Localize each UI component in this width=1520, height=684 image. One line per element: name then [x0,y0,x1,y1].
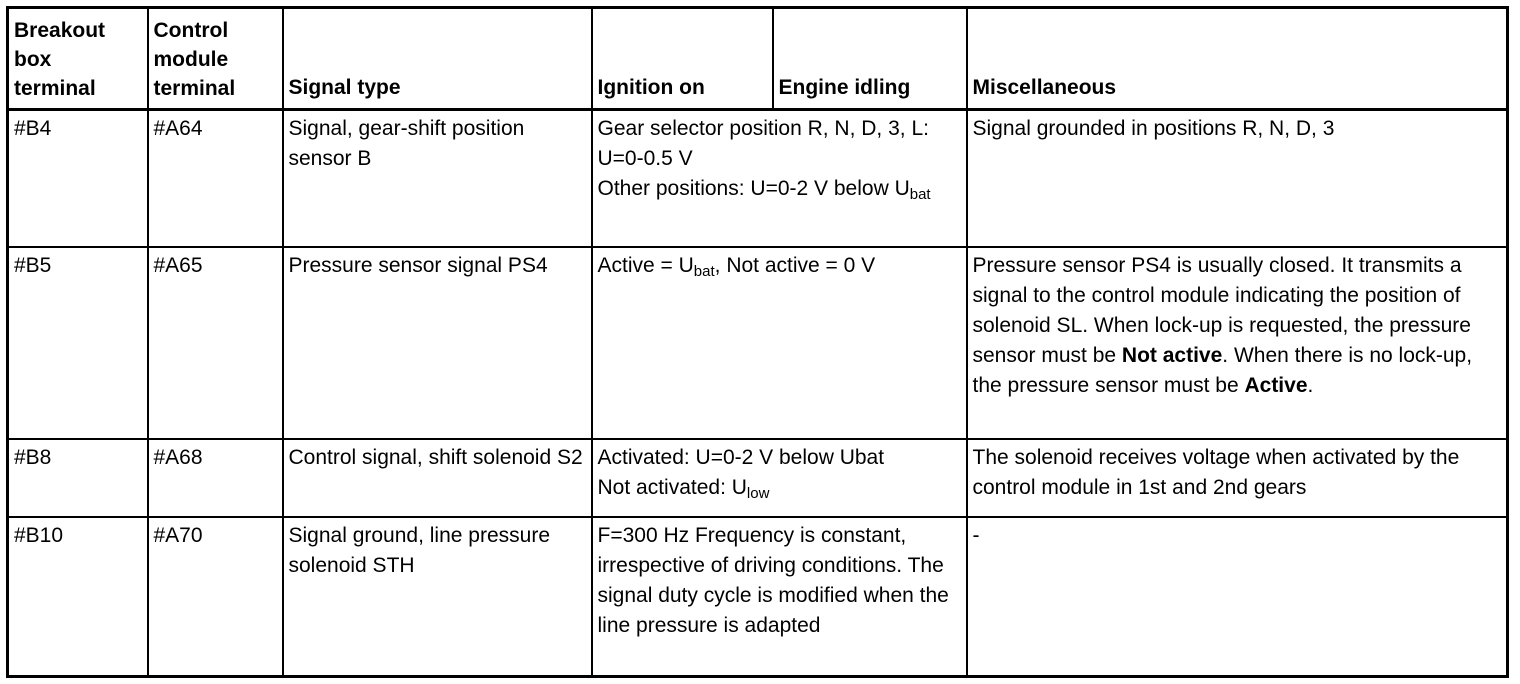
control-terminal-cell: #A70 [148,517,283,677]
terminal-signal-table [6,6,1509,678]
signal-type-cell: Pressure sensor signal PS4 [283,247,592,439]
miscellaneous-cell: Signal grounded in positions R, N, D, 3 [967,110,1508,247]
header-ignition-on: Ignition on [592,8,773,110]
value-cell: Activated: U=0-2 V below Ubat Not activated: $U_{low}$ [592,439,967,517]
header-signal-type: Signal type [283,8,592,110]
control-terminal-cell: #A64 [148,110,283,247]
signal-type-cell: Signal ground, line pressure solenoid STH [283,517,592,677]
header-control-module-terminal: Control module terminal [148,8,283,110]
table-row [8,247,1508,439]
table-row [8,439,1508,517]
breakout-terminal-cell: #B4 [8,110,148,247]
value-cell: Active = $U_{bat}$, Not active = 0 V [592,247,967,439]
table-row [8,517,1508,677]
value-cell: Gear selector position R, N, D, 3, L: U=0-0.5 V Other positions: U=0-2 V below $U_{bat}$ [592,110,967,247]
signal-type-cell: Signal, gear-shift position sensor B [283,110,592,247]
breakout-terminal-cell: #B10 [8,517,148,677]
signal-type-cell: Control signal, shift solenoid S2 [283,439,592,517]
header-breakout-box-terminal: Breakout box terminal [8,8,148,110]
control-terminal-cell: #A65 [148,247,283,439]
header-miscellaneous: Miscellaneous [967,8,1508,110]
miscellaneous-cell: - [967,517,1508,677]
breakout-terminal-cell: #B5 [8,247,148,439]
miscellaneous-cell: Pressure sensor PS4 is usually closed. It transmits a signal to the control module indicating the position of solenoid SL. When lock-up is requested, the pressure sensor must be Not active. When there is no lock-up, the pressure sensor must be Active. [967,247,1508,439]
breakout-terminal-cell: #B8 [8,439,148,517]
header-row [8,8,1508,110]
control-terminal-cell: #A68 [148,439,283,517]
header-engine-idling: Engine idling [773,8,967,110]
miscellaneous-cell: The solenoid receives voltage when activated by the control module in 1st and 2nd gears [967,439,1508,517]
value-cell: F=300 Hz Frequency is constant, irrespective of driving conditions. The signal duty cycle is modified when the line pressure is adapted [592,517,967,677]
table-row [8,110,1508,247]
